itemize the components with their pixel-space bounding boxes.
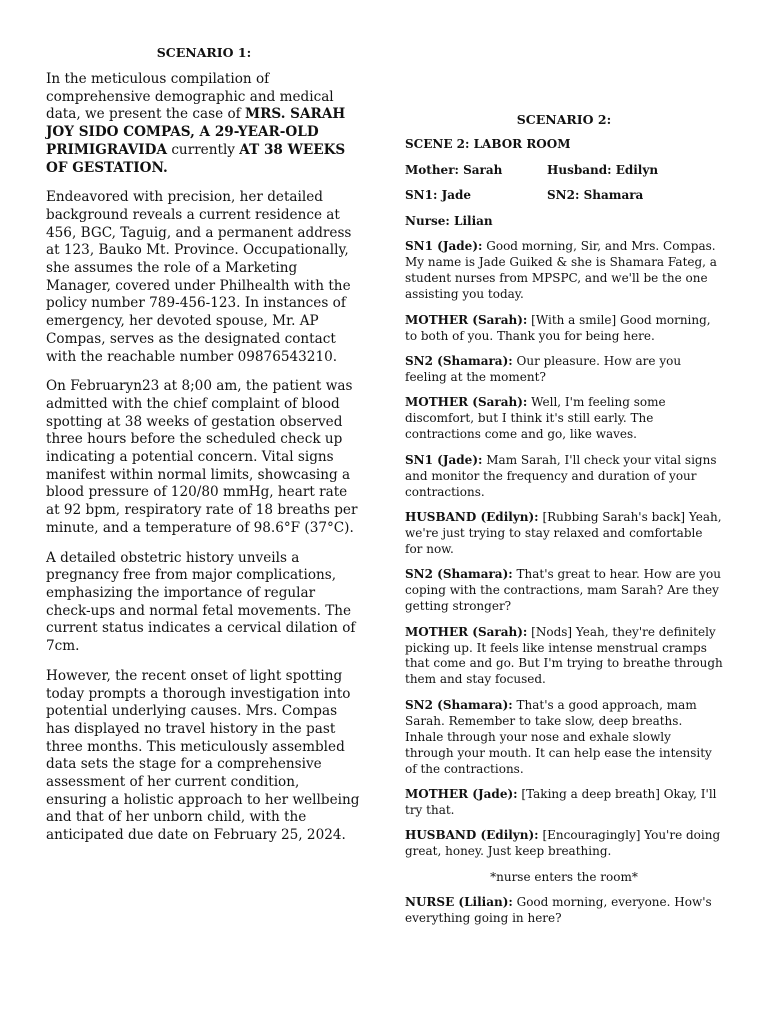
admission-paragraph: On Februaryn23 at 8;00 am, the patient was admitted with the chief complaint of blood spotting at 38 weeks of gestation observed three hours before the scheduled check up indicating a potential concern. Vital signs manifest within normal limits, showcasing a blood pressure of 120/80 mmHg, heart rate at 92 bpm, respiratory rate of 18 breaths per minute, and a temperature of 98.6°F (37°C).	[46, 378, 358, 536]
speaker-label: MOTHER (Jade):	[405, 787, 518, 801]
scenario-2-body	[405, 137, 723, 937]
dialogue-text: Good morning, Sir, and Mrs. Compas. My name is Jade Guiked & she is Shamara Fateg, a student nurses from MPSPC, and we'll be the one assisting you today.	[405, 239, 717, 302]
speaker-label: MOTHER (Sarah):	[405, 395, 528, 410]
dialogue-text: Good morning, everyone. How's everything going in here?	[405, 895, 712, 926]
dialogue-line	[405, 239, 723, 303]
speaker-label: HUSBAND (Edilyn):	[405, 510, 539, 525]
dialogue-line	[405, 698, 723, 778]
cast-row-1	[405, 163, 723, 177]
scenario-2-heading: SCENARIO 2:	[516, 112, 612, 127]
dialogue-text: That's great to hear. How are you coping with the contractions, mam Sarah? Are they getting stronger?	[405, 567, 721, 614]
speaker-label: SN2 (Shamara):	[405, 697, 513, 712]
dialogue-line-nurse	[405, 895, 723, 927]
cast-row-2	[405, 188, 723, 202]
patient-name-bold: MRS. SARAH JOY SIDO COMPAS, A 29-YEAR-OLD PRIMIGRAVIDA	[46, 106, 346, 158]
speaker-label: SN2 (Shamara):	[405, 567, 513, 582]
speaker-label: SN2 (Shamara):	[405, 354, 513, 368]
dialogue-text: Our pleasure. How are you feeling at the moment?	[405, 354, 682, 384]
intro-text: In the meticulous compilation of comprehensive demographic and medical data, we present the case of	[46, 71, 334, 123]
dialogue-line	[405, 453, 723, 501]
speaker-label: NURSE (Lilian):	[405, 895, 513, 910]
dialogue-line	[405, 510, 723, 558]
case-intro-paragraph	[46, 71, 362, 177]
background-paragraph: Endeavored with precision, her detailed background reveals a current residence at 456, BGC, Taguig, and a permanent address at 123, Bauko Mt. Province. Occupationally, she assumes the role of a Marketing Manager, covered under Philhealth with the policy number 789-456-123. In instances of emergency, her devoted spouse, Mr. AP Compas, serves as the designated contact with the reachable number 09876543210.	[46, 189, 352, 365]
dialogue-line	[405, 625, 723, 689]
dialogue-text: [Nods] Yeah, they're definitely picking up. It feels like intense menstrual cramps that come and go. But I'm trying to breathe through them and stay focused.	[405, 624, 723, 687]
dialogue-text: Well, I'm feeling some discomfort, but I think it's still early. The contractions come and go, like waves.	[405, 395, 666, 442]
dialogue-line	[405, 828, 723, 860]
dialogue-line	[405, 567, 723, 615]
speaker-label: SN1 (Jade):	[405, 452, 483, 467]
scene-title: SCENE 2: LABOR ROOM	[405, 137, 571, 151]
scenario-1-body	[46, 71, 362, 857]
cast-mother: Mother: Sarah	[405, 162, 503, 177]
stage-direction: *nurse enters the room*	[490, 869, 638, 884]
dialogue-line	[405, 354, 723, 386]
speaker-label: HUSBAND (Edilyn):	[405, 828, 539, 843]
dialogue-text: [With a smile] Good morning, to both of you. Thank you for being here.	[405, 312, 711, 343]
cast-sn1: SN1: Jade	[405, 188, 472, 203]
cast-husband: Husband: Edilyn	[547, 162, 659, 177]
scenario-1-heading: SCENARIO 1:	[156, 45, 252, 60]
dialogue-text: Mam Sarah, I'll check your vital signs and monitor the frequency and duration of your contractions.	[405, 452, 717, 499]
speaker-label: MOTHER (Sarah):	[405, 312, 528, 327]
dialogue-line	[405, 787, 723, 819]
intro-text-currently: currently	[167, 141, 240, 158]
dialogue-text: [Taking a deep breath] Okay, I'll try that.	[405, 787, 717, 817]
speaker-label: SN1 (Jade):	[405, 239, 483, 254]
gestation-bold: AT 38 WEEKS OF GESTATION.	[46, 141, 346, 176]
obstetric-history-paragraph: A detailed obstetric history unveils a pregnancy free from major complications, emphasizing the importance of regular check-ups and normal fetal movements. The current status indicates a cervical dilation of 7cm.	[46, 549, 356, 655]
speaker-label: MOTHER (Sarah):	[405, 624, 528, 639]
dialogue-line	[405, 395, 723, 443]
dialogue-text: [Rubbing Sarah's back] Yeah, we're just trying to stay relaxed and comfortable for now.	[405, 510, 722, 556]
dialogue-line	[405, 313, 723, 345]
dialogue-text: That's a good approach, mam Sarah. Remember to take slow, deep breaths. Inhale through your nose and exhale slowly through your mouth. It can help ease the intensity of the contractions.	[405, 697, 712, 776]
assessment-paragraph: However, the recent onset of light spotting today prompts a thorough investigation into potential underlying causes. Mrs. Compas has displayed no travel history in the past three months. This meticulously assembled data sets the stage for a comprehensive assessment of her current condition, ensuring a holistic approach to her wellbeing and that of her unborn child, with the anticipated due date on February 25, 2024.	[46, 667, 360, 844]
cast-sn2: SN2: Shamara	[547, 188, 644, 203]
cast-nurse: Nurse: Lilian	[405, 213, 493, 228]
dialogue-text: [Encouragingly] You're doing great, honey. Just keep breathing.	[405, 828, 721, 859]
